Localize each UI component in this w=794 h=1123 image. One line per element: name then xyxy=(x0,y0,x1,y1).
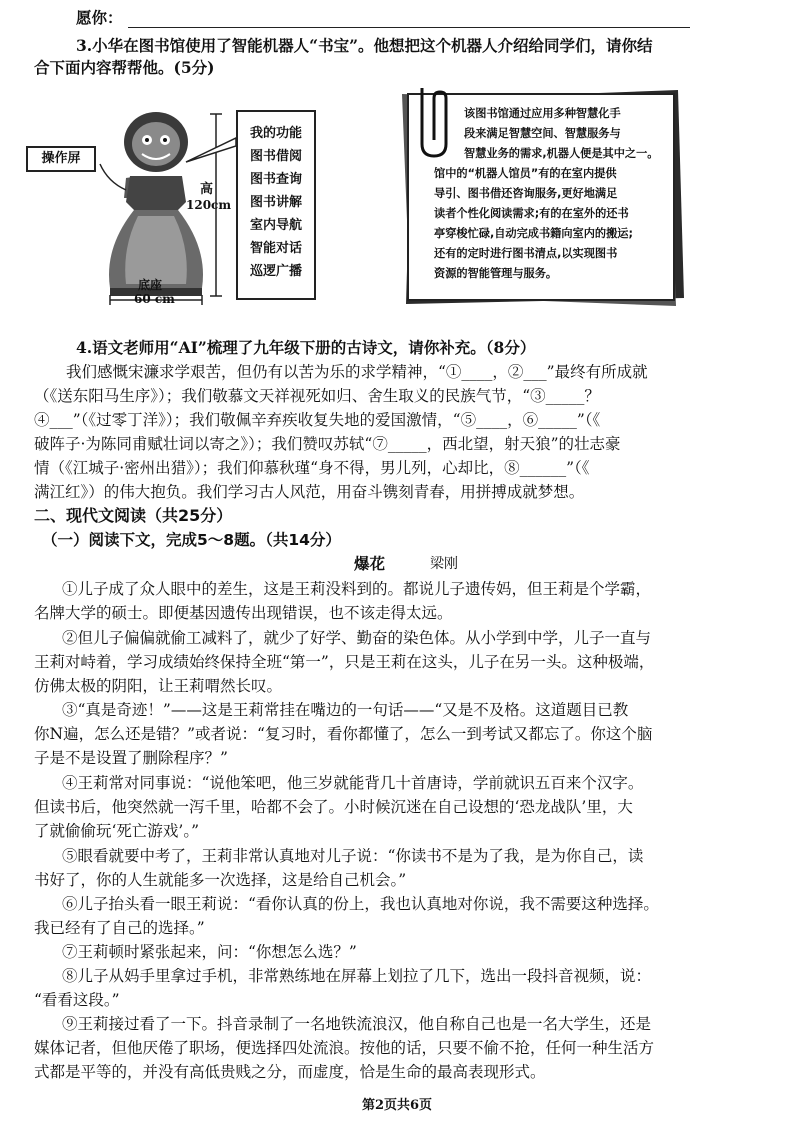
function-item: 图书查询 xyxy=(249,172,302,187)
article-line: 书好了，你的人生就能多一次选择，这是给自己机会。” xyxy=(34,871,407,889)
wish-label: 愿你： xyxy=(76,8,123,27)
answer-line xyxy=(128,27,690,28)
notice-line: 亭穿梭忙碌,自动完成书籍向室内的搬运; xyxy=(434,227,633,240)
article-line: ⑤眼看就要中考了，王莉非常认真地对儿子说：“你读书不是为了我，是为你自己，读 xyxy=(62,847,644,865)
q4-line: 情（《江城子·密州出猎》）；我们仰慕秋瑾“身不得，男儿列，心却比，⑧______”（《 xyxy=(34,459,590,477)
base-value: 60 cm xyxy=(134,292,175,306)
base-label: 底座 xyxy=(138,278,163,292)
notice-line: 该图书馆通过应用多种智慧化手 xyxy=(464,107,621,120)
q3-line1: 3.小华在图书馆使用了智能机器人“书宝”。他想把这个机器人介绍给同学们，请你结 xyxy=(76,36,653,55)
q3-line2: 合下面内容帮帮他。(5分) xyxy=(34,58,215,77)
function-item: 图书讲解 xyxy=(249,195,302,210)
q4-line: ④___”（《过零丁洋》）；我们敬佩辛弃疾收复失地的爱国激情，“⑤____，⑥_____”（《 xyxy=(34,411,601,429)
article-line: ⑥儿子抬头看一眼王莉说：“看你认真的份上，我也认真地对你说，我不需要这种选择。 xyxy=(62,895,659,913)
q4-title: 4.语文老师用“AI”梳理了九年级下册的古诗文，请你补充。（8分） xyxy=(76,338,536,357)
article-line: ⑨王莉接过看了一下。抖音录制了一名地铁流浪汉，他自称自己也是一名大学生，还是 xyxy=(62,1015,652,1033)
article-line: ②但儿子偏偏就偷工减料了，就少了好学、勤奋的染色体。从小学到中学，儿子一直与 xyxy=(62,629,652,647)
article-line: ①儿子成了众人眼中的差生，这是王莉没料到的。都说儿子遗传妈，但王莉是个学霸， xyxy=(62,580,652,598)
notice-line: 段来满足智慧空间、智慧服务与 xyxy=(464,127,621,140)
article-line: 媒体记者，但他厌倦了职场，便选择四处流浪。按他的话，只要不偷不抢，任何一种生活方 xyxy=(34,1039,655,1057)
height-value: 120cm xyxy=(186,198,232,212)
notice-line: 馆中的“机器人馆员”有的在室内提供 xyxy=(434,167,617,180)
function-item: 巡逻广播 xyxy=(249,264,302,279)
q4-line: 破阵子·为陈同甫赋壮词以寄之》）；我们赞叹苏轼“⑦_____，西北望，射天狼”的壮志豪 xyxy=(34,435,621,453)
article-line: ③“真是奇迹！”——这是王莉常挂在嘴边的一句话——“又是不及格。这道题目已教 xyxy=(62,701,629,719)
article-line: 了就偷偷玩‘死亡游戏’。” xyxy=(34,822,200,840)
function-item: 智能对话 xyxy=(249,241,302,256)
article-line: 仿佛太极的阴阳，让王莉喟然长叹。 xyxy=(34,677,283,695)
article-line: 你N遍，怎么还是错？”或者说：“复习时，看你都懂了，怎么一到考试又都忘了。你这个脑 xyxy=(34,725,653,743)
function-item: 图书借阅 xyxy=(249,149,302,164)
page-number: 第2页共6页 xyxy=(361,1098,433,1113)
article-line: 但读书后，他突然就一泻千里，哈都不会了。小时候沉迷在自己设想的‘恐龙战队’里，大 xyxy=(34,798,633,816)
notice-line: 还有的定时进行图书清点,以实现图书 xyxy=(434,247,618,260)
functions-box xyxy=(236,110,316,300)
section-title: 二、现代文阅读（共25分） xyxy=(34,506,233,525)
article-line: “看看这段。” xyxy=(34,991,120,1009)
notice-line: 智慧业务的需求,机器人便是其中之一。 xyxy=(464,147,659,160)
article-author: 梁刚 xyxy=(430,556,458,572)
section-subtitle: （一）阅读下文，完成5～8题。（共14分） xyxy=(42,531,341,549)
article-line: ⑦王莉顿时紧张起来，问：“你想怎么选？” xyxy=(62,943,357,961)
q4-line: 满江红》）的伟大抱负。我们学习古人风范，用奋斗镌刻青春，用拼搏成就梦想。 xyxy=(34,483,585,501)
article-line: 式都是平等的，并没有高低贵贱之分，而虚度，恰是生命的最高表现形式。 xyxy=(34,1063,546,1081)
article-line: 王莉对峙着，学习成绩始终保持全班“第一”，只是王莉在这头，儿子在另一头。这种极端， xyxy=(34,653,655,671)
article-line: 名牌大学的硕士。即便基因遗传出现错误，也不该走得太远。 xyxy=(34,604,453,622)
q4-line: （《送东阳马生序》）；我们敬慕文天祥视死如归、舍生取义的民族气节，“③_____？ xyxy=(34,387,600,405)
functions-title: 我的功能 xyxy=(249,126,302,141)
article-line: 子是不是设置了删除程序？” xyxy=(34,749,228,767)
notice-line: 资源的智能管理与服务。 xyxy=(434,267,558,280)
function-item: 室内导航 xyxy=(249,218,302,233)
article-title: 爆花 xyxy=(354,555,386,573)
notice-line: 读者个性化阅读需求;有的在室外的还书 xyxy=(434,207,629,220)
q4-line: 我们感慨宋濂求学艰苦，但仍有以苦为乐的求学精神，“①____，②___”最终有所成就 xyxy=(66,363,648,381)
article-line: ④王莉常对同事说：“说他笨吧，他三岁就能背几十首唐诗，学前就识五百来个汉字。 xyxy=(62,774,644,792)
screen-label-box: 操作屏 xyxy=(26,146,96,172)
height-label: 高 xyxy=(200,182,214,197)
article-line: 我已经有了自己的选择。” xyxy=(34,919,205,937)
notice-line: 导引、图书借还咨询服务,更好地满足 xyxy=(434,187,618,200)
article-line: ⑧儿子从妈手里拿过手机，非常熟练地在屏幕上划拉了几下，选出一段抖音视频，说： xyxy=(62,967,652,985)
